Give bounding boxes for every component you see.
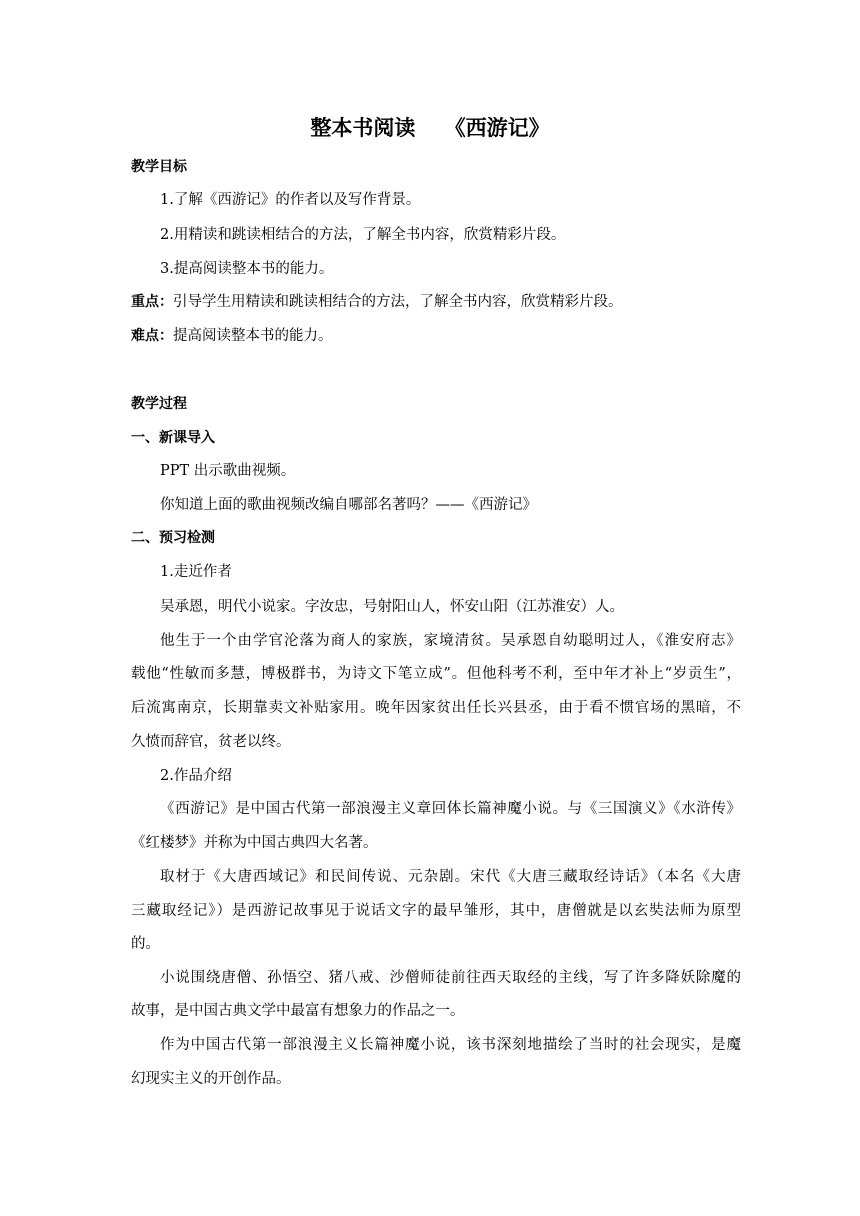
subheading-author: 1.走近作者	[160, 564, 232, 580]
author-bio-line-2: 载他“性敏而多慧，博极群书，为诗文下笔立成”。但他科考不利，至中年才补上“岁贡生”，	[131, 666, 741, 682]
key-point-text: 引导学生用精读和跳读相结合的方法，了解全书内容，欣赏精彩片段。	[173, 294, 623, 310]
process-heading: 教学过程	[131, 396, 187, 412]
difficulty-label: 难点：	[131, 328, 173, 344]
difficulty	[131, 326, 741, 346]
objective-item-3: 3.提高阅读整本书的能力。	[160, 261, 334, 277]
document-title: 整本书阅读 《西游记》	[310, 116, 550, 140]
author-bio-line-1: 他生于一个由学官沦落为商人的家族，家境清贫。吴承恩自幼聪明过人，《淮安府志》	[160, 633, 741, 649]
source-line-3: 的。	[131, 936, 160, 952]
plot-line-1: 小说围绕唐僧、孙悟空、猪八戒、沙僧师徒前往西天取经的主线，写了许多降妖除魔的	[160, 970, 741, 986]
section1-heading: 一、新课导入	[131, 430, 215, 446]
key-point-label: 重点：	[131, 294, 173, 310]
source-line-1: 取材于《大唐西域记》和民间传说、元杂剧。宋代《大唐三藏取经诗话》（本名《大唐	[160, 869, 741, 885]
work-intro-line-2: 《红楼梦》并称为中国古典四大名著。	[131, 835, 378, 851]
objective-item-2: 2.用精读和跳读相结合的方法，了解全书内容，欣赏精彩片段。	[160, 227, 566, 243]
work-intro-line-1: 《西游记》是中国古代第一部浪漫主义章回体长篇神魔小说。与《三国演义》《水浒传》	[160, 801, 741, 817]
section1-line-1: PPT 出示歌曲视频。	[160, 463, 296, 479]
significance-line-1: 作为中国古代第一部浪漫主义长篇神魔小说，该书深刻地描绘了当时的社会现实，是魔	[160, 1037, 741, 1053]
objectives-heading: 教学目标	[131, 159, 187, 175]
author-bio-line-4: 久愤而辞官，贫老以终。	[131, 734, 291, 750]
difficulty-text: 提高阅读整本书的能力。	[173, 328, 333, 344]
author-bio-line-3: 后流寓南京，长期靠卖文补贴家用。晚年因家贫出任长兴县丞，由于看不惯官场的黑暗，不	[131, 700, 741, 716]
source-line-2: 三藏取经记》）是西游记故事见于说话文字的最早雏形，其中，唐僧就是以玄奘法师为原型	[131, 903, 741, 919]
subheading-work: 2.作品介绍	[160, 768, 232, 784]
plot-line-2: 故事，是中国古典文学中最富有想象力的作品之一。	[131, 1003, 465, 1019]
significance-line-2: 幻现实主义的开创作品。	[131, 1071, 291, 1087]
section1-line-2: 你知道上面的歌曲视频改编自哪部名著吗？——《西游记》	[160, 497, 537, 513]
objective-item-1: 1.了解《西游记》的作者以及写作背景。	[160, 192, 421, 208]
key-point	[131, 292, 741, 312]
author-intro: 吴承恩，明代小说家。字汝忠，号射阳山人，怀安山阳（江苏淮安）人。	[160, 599, 624, 615]
section2-heading: 二、预习检测	[131, 530, 215, 546]
